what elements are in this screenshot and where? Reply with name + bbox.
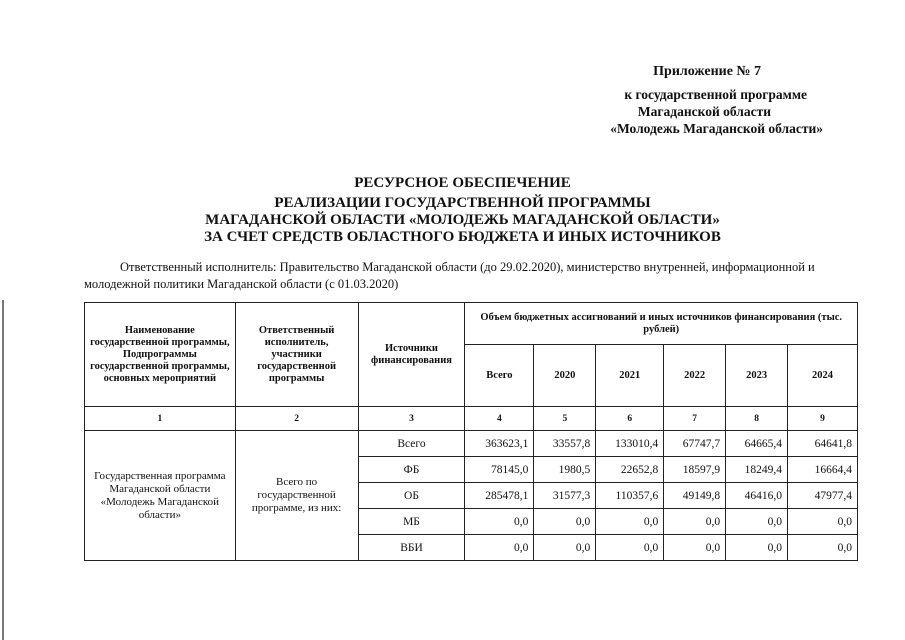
index-cell: 1 — [85, 407, 236, 431]
index-cell: 8 — [726, 407, 788, 431]
value-cell: 18597,9 — [664, 457, 726, 483]
header-executor: Ответственный исполнитель, участники государственной программы — [235, 303, 358, 407]
source-cell: ФБ — [358, 457, 465, 483]
index-cell: 6 — [596, 407, 664, 431]
value-cell: 64641,8 — [788, 431, 858, 457]
responsible-executor-text: Ответственный исполнитель: Правительство Магаданской области (до 29.02.2020), министерство внутренней, информационной и молодежной политики Магаданской области (с 01.03.2020) — [84, 260, 815, 291]
value-cell: 18249,4 — [726, 457, 788, 483]
value-cell: 78145,0 — [465, 457, 534, 483]
value-cell: 31577,3 — [534, 483, 596, 509]
value-cell: 363623,1 — [465, 431, 534, 457]
value-cell: 0,0 — [726, 509, 788, 535]
table-row — [85, 431, 858, 457]
header-year-2024: 2024 — [788, 345, 858, 407]
value-cell: 22652,8 — [596, 457, 664, 483]
document-heading-line-2: РЕАЛИЗАЦИИ ГОСУДАРСТВЕННОЙ ПРОГРАММЫ — [274, 195, 651, 211]
value-cell: 0,0 — [465, 509, 534, 535]
header-funding-volume: Объем бюджетных ассигнований и иных источников финансирования (тыс. рублей) — [465, 303, 858, 345]
value-cell: 285478,1 — [465, 483, 534, 509]
index-cell: 2 — [235, 407, 358, 431]
document-heading-line-1: РЕСУРСНОЕ ОБЕСПЕЧЕНИЕ — [354, 175, 571, 191]
document-heading-line-4: ЗА СЧЕТ СРЕДСТВ ОБЛАСТНОГО БЮДЖЕТА И ИНЫХ ИСТОЧНИКОВ — [204, 229, 721, 245]
value-cell: 67747,7 — [664, 431, 726, 457]
value-cell: 33557,8 — [534, 431, 596, 457]
header-year-2020: 2020 — [534, 345, 596, 407]
index-cell: 3 — [358, 407, 465, 431]
value-cell: 0,0 — [534, 509, 596, 535]
resource-table — [84, 302, 858, 561]
value-cell: 0,0 — [534, 535, 596, 561]
appendix-line-3: «Молодежь Магаданской области» — [610, 121, 823, 136]
value-cell: 46416,0 — [726, 483, 788, 509]
value-cell: 16664,4 — [788, 457, 858, 483]
source-cell: МБ — [358, 509, 465, 535]
index-row — [85, 407, 858, 431]
appendix-line-2: Магаданской области — [637, 104, 771, 119]
index-cell: 5 — [534, 407, 596, 431]
appendix-line-1: к государственной программе — [624, 87, 807, 102]
value-cell: 133010,4 — [596, 431, 664, 457]
source-cell: ОБ — [358, 483, 465, 509]
header-total: Всего — [465, 345, 534, 407]
header-program-name: Наименование государственной программы, Подпрограммы государственной программы, основных мероприятий — [85, 303, 236, 407]
page-margin-line — [2, 300, 4, 640]
program-name-cell: Государственная программа Магаданской области «Молодежь Магаданской области» — [85, 431, 236, 561]
value-cell: 0,0 — [664, 535, 726, 561]
value-cell: 64665,4 — [726, 431, 788, 457]
value-cell: 0,0 — [788, 535, 858, 561]
value-cell: 0,0 — [596, 535, 664, 561]
value-cell: 0,0 — [726, 535, 788, 561]
value-cell: 49149,8 — [664, 483, 726, 509]
value-cell: 110357,6 — [596, 483, 664, 509]
index-cell: 9 — [788, 407, 858, 431]
appendix-title: Приложение № 7 — [653, 64, 761, 79]
value-cell: 47977,4 — [788, 483, 858, 509]
value-cell: 1980,5 — [534, 457, 596, 483]
value-cell: 0,0 — [465, 535, 534, 561]
program-executor-cell: Всего по государственной программе, из них: — [235, 431, 358, 561]
document-heading-line-3: МАГАДАНСКОЙ ОБЛАСТИ «МОЛОДЕЖЬ МАГАДАНСКОЙ ОБЛАСТИ» — [205, 212, 720, 228]
header-year-2022: 2022 — [664, 345, 726, 407]
value-cell: 0,0 — [596, 509, 664, 535]
index-cell: 4 — [465, 407, 534, 431]
value-cell: 0,0 — [788, 509, 858, 535]
header-year-2023: 2023 — [726, 345, 788, 407]
source-cell: Всего — [358, 431, 465, 457]
source-cell: ВБИ — [358, 535, 465, 561]
index-cell: 7 — [664, 407, 726, 431]
header-sources: Источники финансирования — [358, 303, 465, 407]
header-year-2021: 2021 — [596, 345, 664, 407]
value-cell: 0,0 — [664, 509, 726, 535]
